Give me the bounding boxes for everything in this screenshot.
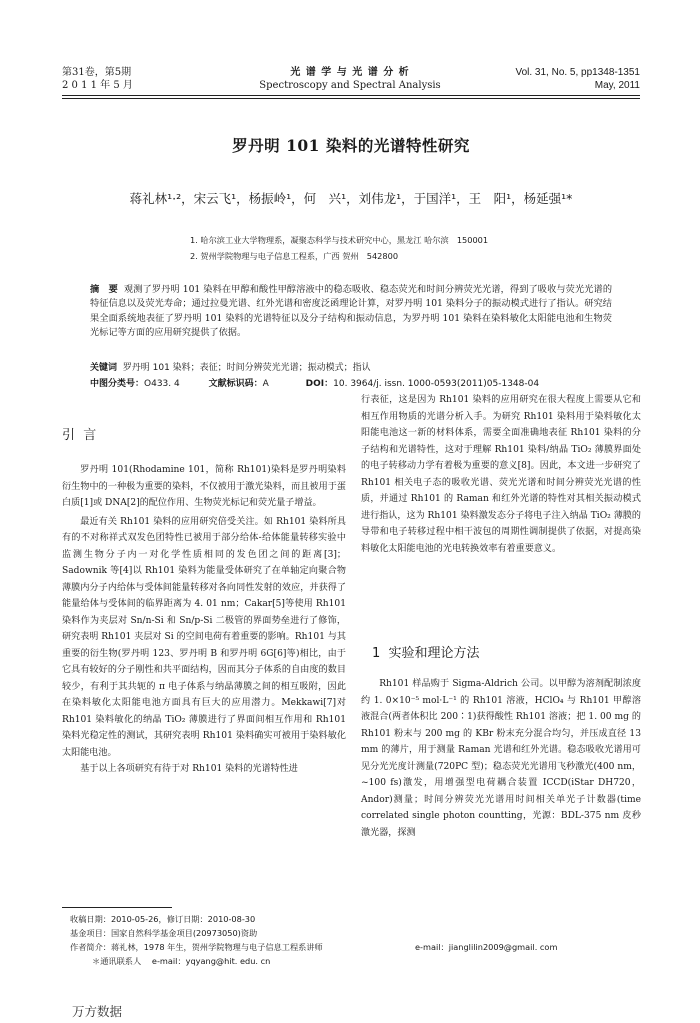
- intro-paragraph-1: 罗丹明 101(Rhodamine 101，简称 Rh101)染料是罗丹明染料衍生物中的一种极为重要的染料，不仅被用于激光染料，而且被用于蛋白质[1]或 DNA[2]的配位作用、生物荧光标记和荧光量子增益。: [62, 465, 346, 508]
- methods-body: [361, 676, 641, 841]
- footnote-rule: [62, 907, 172, 908]
- author-list: 蒋礼林¹·²，宋云飞¹，杨振岭¹，何 兴¹，刘伟龙¹，于国洋¹，王 阳¹，杨延强¹*: [129, 191, 573, 206]
- doi: 10. 3964/j. issn. 1000-0593(2011)05-1348-04: [333, 379, 540, 389]
- header-rule-thin: [62, 98, 640, 99]
- doc-code: A: [262, 379, 269, 389]
- date-en: May, 2011: [594, 80, 640, 91]
- abstract: [90, 283, 612, 341]
- doi-label: DOI：: [305, 379, 334, 389]
- received-date: 收稿日期：2010-05-26，修订日期：2010-08-30: [70, 914, 256, 924]
- watermark-text: 万方数据: [72, 1004, 123, 1019]
- journal-name-cn: 光 谱 学 与 光 谱 分 析: [290, 67, 410, 78]
- intro-paragraph-2: 最近有关 Rh101 染料的应用研究倍受关注。如 Rh101 染料所具有的不对称祥式双发色团特性已被用于部分给体-给体能量转移实验中监测生物分子内一对化学性质相同的发色团之间的距离[3]；Sadownik 等[4]以 Rh101 染料为能量受体研究了在单轴定向聚合物薄膜内分子内给体与受体间能量转移对各向同性发射的效应，并获得了能量给体与受体间的临界距离为 4. 01 nm；Cakar[5]等使用 Rh101 染料作为夹层对 Sn/n-Si 和 Sn/p-Si 二极管的界面势垒进行了修饰，研究表明 Rh101 夹层对 Si 的空间电荷有着重要的影响。Rh101 与其重要的衍生物(罗丹明 123、罗丹明 B 和罗丹明 6G[6]等)相比，由于它具有较好的分子刚性和共平面结构，因而其分子体系的自由度的数目较少，有利于其共轭的 π 电子体系与纳晶薄膜之间的相互吸附，因此在染料敏化太阳能电池方面具有巨大的应用潜力。Mekkawi[7]对 Rh101 染料敏化的纳晶 TiO₂ 薄膜进行了界面间相互作用和 Rh101 染料光稳定性的测试，其研究表明 Rh101 染料确实可被用于染料敏化太阳能电池。: [62, 516, 346, 758]
- affiliation-1: 1. 哈尔滨工业大学物理系，凝聚态科学与技术研究中心，黑龙江 哈尔滨 150001: [190, 235, 489, 245]
- volume-issue-cn: 第31卷，第5期: [62, 67, 132, 78]
- keywords-label: 关键词: [90, 363, 118, 373]
- affiliation-2: 2. 贺州学院物理与电子信息工程系，广西 贺州 542800: [190, 251, 399, 261]
- header-rule: [62, 95, 640, 96]
- date-cn: 2 0 1 1 年 5 月: [62, 80, 133, 91]
- intro-heading-2: 言: [83, 428, 97, 443]
- intro-heading: [62, 424, 96, 443]
- fund-info: 基金项目：国家自然科学基金项目(20973050)资助: [70, 928, 258, 938]
- abstract-text: 观测了罗丹明 101 染料在甲醇和酸性甲醇溶液中的稳态吸收、稳态荧光和时间分辨荧光光谱，得到了吸收与荧光光谱的特征信息以及荧光寿命；通过拉曼光谱、红外光谱和密度泛函理论计算，对罗丹明 101 染料分子的振动模式进行了指认。研究结果全面系统地表征了罗丹明 101 染料的光谱特征以及分子结构和振动信息，为罗丹明 101 染料在染料敏化太阳能电池和生物荧光标记等方面的应用研究提供了依据。: [90, 284, 613, 339]
- intro-heading-1: 引: [62, 428, 76, 443]
- journal-volume-en: [480, 66, 640, 92]
- journal-volume-cn: [62, 66, 133, 92]
- section-number: 1: [372, 646, 381, 661]
- intro-body: [62, 462, 346, 778]
- volume-pages-en: Vol. 31, No. 5, pp1348-1351: [515, 67, 640, 78]
- journal-name-en: Spectroscopy and Spectral Analysis: [259, 80, 441, 91]
- paper-title: 罗丹明 101 染料的光谱特性研究: [232, 136, 470, 155]
- author-bio: 作者简介：蒋礼林，1978 年生，贺州学院物理与电子信息工程系讲师: [70, 942, 323, 952]
- clc-label: 中图分类号：: [90, 379, 145, 389]
- keywords: [90, 362, 371, 375]
- journal-name: [240, 66, 460, 92]
- keywords-text: 罗丹明 101 染料；表征；时间分辨荧光光谱；振动模式；指认: [122, 363, 371, 373]
- section-1-heading: [372, 642, 480, 661]
- section-title: 实验和理论方法: [388, 646, 480, 661]
- clc-code: O433. 4: [144, 379, 180, 389]
- author-email: e-mail：jianglilin2009@gmail. com: [415, 942, 558, 952]
- right-body-top: [361, 392, 641, 557]
- doc-code-label: 文献标识码：: [208, 379, 263, 389]
- right-paragraph-1: 行表征，这是因为 Rh101 染料的应用研究在很大程度上需要从它和相互作用物质的光谱分析入手。为研究 Rh101 染料用于染料敏化太阳能电池这一新的材料体系，需要全面准确地表征 Rh101 染料的分子结构和光谱特性，这对于理解 Rh101 染料/纳晶 TiO₂ 薄膜界面处的电子转移动力学有着极为重要的意义[8]。因此，本文进一步研究了 Rh101 相关电子态的吸收光谱、荧光光谱和时间分辨荧光光谱的性质，并通过 Rh101 的 Raman 和红外光谱的特性对其相关振动模式进行指认，这为 Rh101 染料激发态分子将电子注入纳晶 TiO₂ 薄膜的导带和电子转移过程中相干波包的周期性调制提供了依据，对提高染料敏化太阳能电池的光电转换效率有着重要意义。: [361, 395, 641, 554]
- methods-paragraph: Rh101 样品购于 Sigma-Aldrich 公司。以甲醇为溶剂配制浓度约 1. 0×10⁻⁵ mol·L⁻¹ 的 Rh101 溶液，HClO₄ 与 Rh101 甲醇溶液混合(两者体积比 200∶1)获得酸性 Rh101 溶液；把 1. 00 mg 的 Rh101 粉末与 200 mg 的 KBr 粉末充分混合均匀，并压成直径 13 mm 的薄片，用于测量 Raman 光谱和红外光谱。稳态吸收光谱用可见分光光度计测量(720PC 型)；稳态荧光光谱用飞秒激光(400 nm，~100 fs)激发，用增强型电荷耦合装置 ICCD(iStar DH720，Andor)测量；时间分辨荧光光谱用时间相关单光子计数器(time correlated single photon countting，光源：BDL-375 nm 皮秒激光器，探测: [361, 679, 641, 838]
- abstract-label: 摘 要: [90, 284, 118, 295]
- corresponding-author: ＊通讯联系人 e-mail：yqyang@hit. edu. cn: [92, 956, 271, 966]
- intro-paragraph-3: 基于以上各项研究有待于对 Rh101 染料的光谱特性进: [80, 764, 298, 774]
- classification-line: [90, 378, 539, 391]
